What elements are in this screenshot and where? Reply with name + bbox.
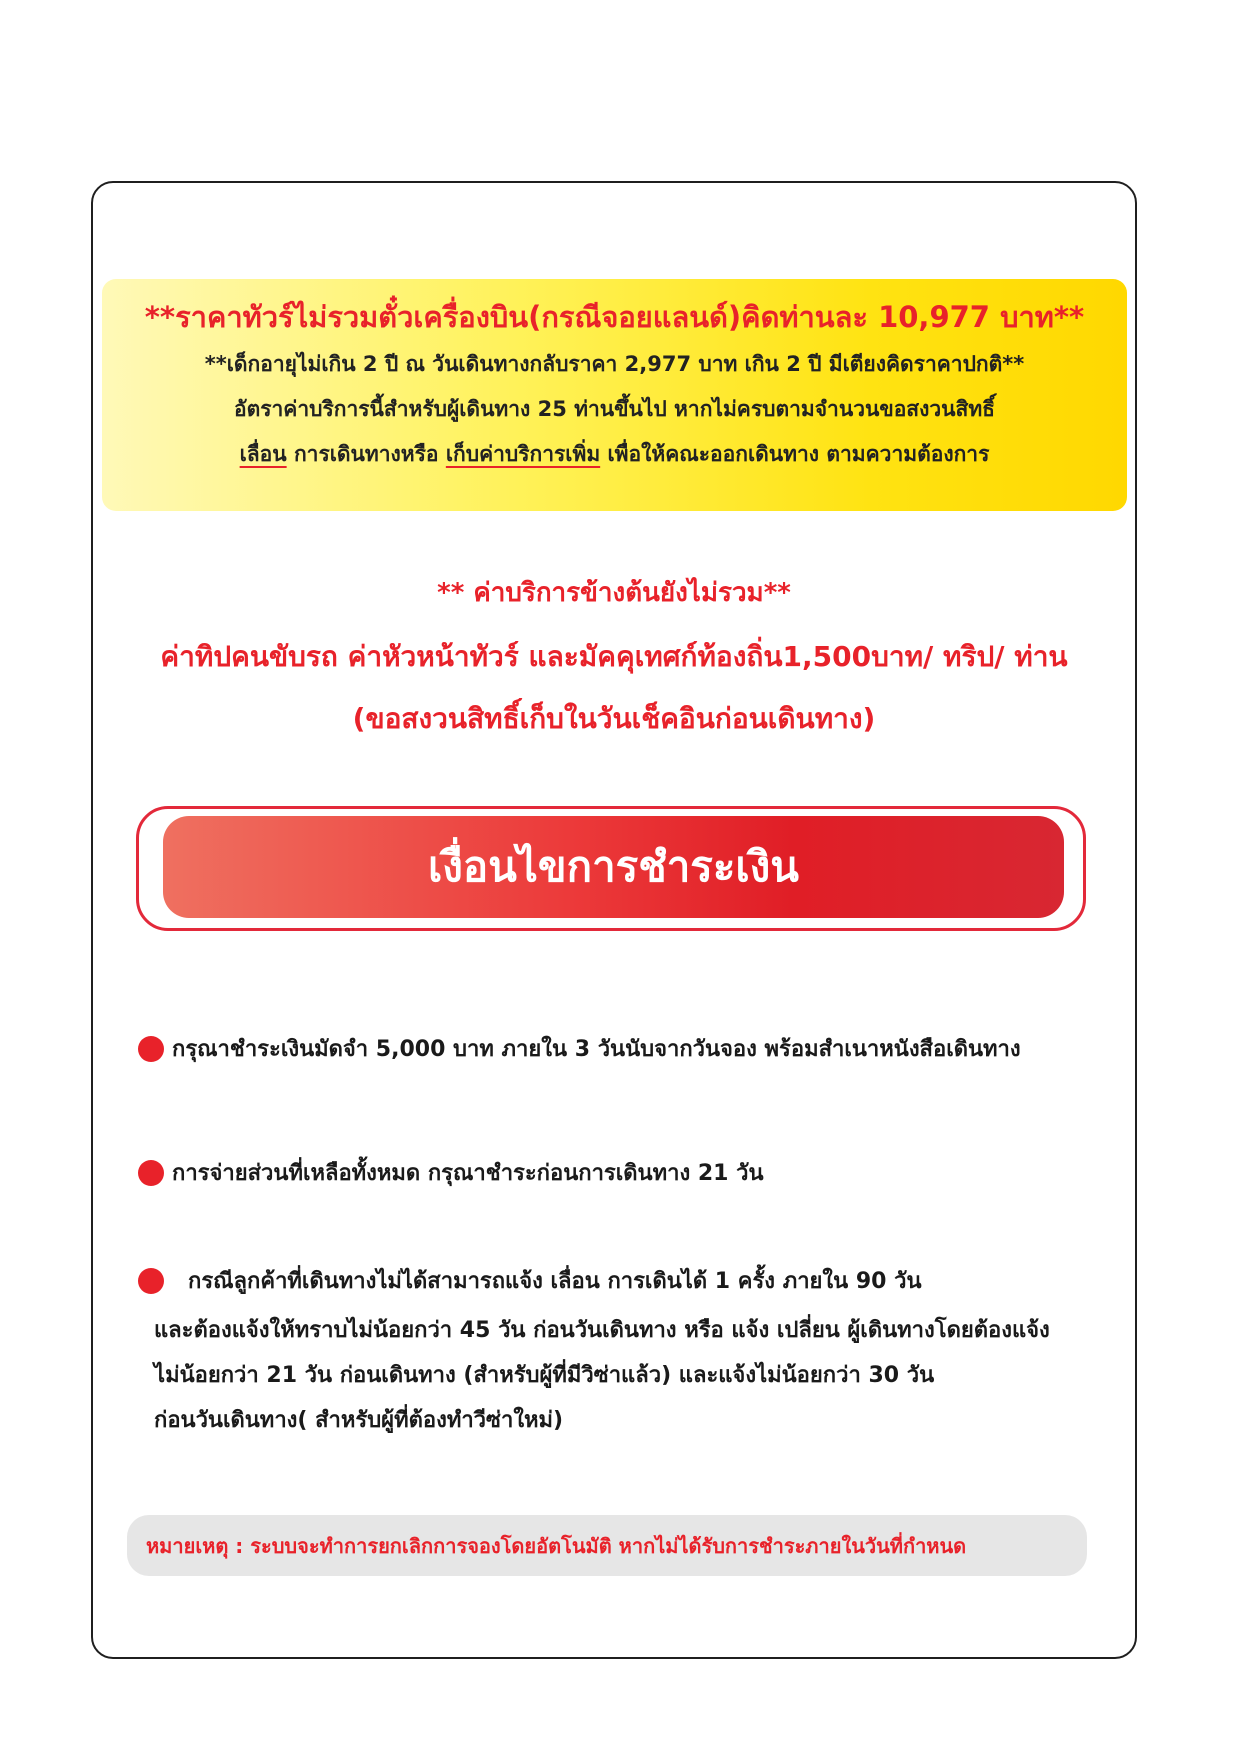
not-included-heading: ** ค่าบริการข้างต้นยังไม่รวม** [437,578,791,608]
condition-item-postpone [138,1263,922,1298]
payment-conditions-banner: เงื่อนไขการชำระเงิน [163,816,1064,918]
extra-charge-underlined: เก็บค่าบริการเพิ่ม [445,442,601,466]
reservation-rights-end: เพื่อให้คณะออกเดินทาง ตามความต้องการ [600,442,990,466]
condition-text-continued: และต้องแจ้งให้ทราบไม่น้อยกว่า 45 วัน ก่อนวันเดินทาง หรือ แจ้ง เปลี่ยน ผู้เดินทางโดยต้องแจ้ง [154,1318,1050,1343]
bullet-dot-icon [138,1268,164,1294]
condition-text-continued: ไม่น้อยกว่า 21 วัน ก่อนเดินทาง (สำหรับผู้ที่มีวิซ่าแล้ว) และแจ้งไม่น้อยกว่า 30 วัน [154,1363,935,1388]
tip-fee-note: (ขอสงวนสิทธิ์เก็บในวันเช็คอินก่อนเดินทาง) [352,702,876,735]
condition-item-deposit [138,1031,1021,1066]
condition-text: กรณีลูกค้าที่เดินทางไม่ได้สามารถแจ้ง เลื่อน การเดินได้ 1 ครั้ง ภายใน 90 วัน [188,1269,922,1294]
condition-text: การจ่ายส่วนที่เหลือทั้งหมด กรุณาชำระก่อนการเดินทาง 21 วัน [172,1161,764,1186]
price-highlight-box [102,279,1127,511]
bullet-dot-icon [138,1036,164,1062]
reservation-rights-mid: การเดินทางหรือ [286,442,446,466]
condition-item-balance [138,1155,764,1190]
tip-fee-text: ค่าทิปคนขับรถ ค่าหัวหน้าทัวร์ และมัคคุเทศก์ท้องถิ่น1,500บาท/ ทริป/ ท่าน [160,640,1068,673]
condition-text-continued: ก่อนวันเดินทาง( สำหรับผู้ที่ต้องทำวีซ่าใหม่) [154,1408,564,1433]
bullet-dot-icon [138,1160,164,1186]
child-price-text: **เด็กอายุไม่เกิน 2 ปี ณ วันเดินทางกลับราคา 2,977 บาท เกิน 2 ปี มีเตียงคิดราคาปกติ** [204,352,1025,376]
min-travelers-text: อัตราค่าบริการนี้สำหรับผู้เดินทาง 25 ท่านขึ้นไป หากไม่ครบตามจำนวนขอสงวนสิทธิ์ [233,397,996,421]
cancellation-note: หมายเหตุ : ระบบจะทำการยกเลิกการจองโดยอัตโนมัติ หากไม่ได้รับการชำระภายในวันที่กำหนด [127,1515,1087,1576]
tour-price-text: **ราคาทัวร์ไม่รวมตั๋วเครื่องบิน(กรณีจอยแลนด์)คิดท่านละ 10,977 บาท** [144,300,1085,334]
postpone-underlined: เลื่อน [239,442,287,466]
reservation-rights-text [102,444,1127,465]
condition-text: กรุณาชำระเงินมัดจำ 5,000 บาท ภายใน 3 วันนับจากวันจอง พร้อมสำเนาหนังสือเดินทาง [172,1037,1021,1062]
